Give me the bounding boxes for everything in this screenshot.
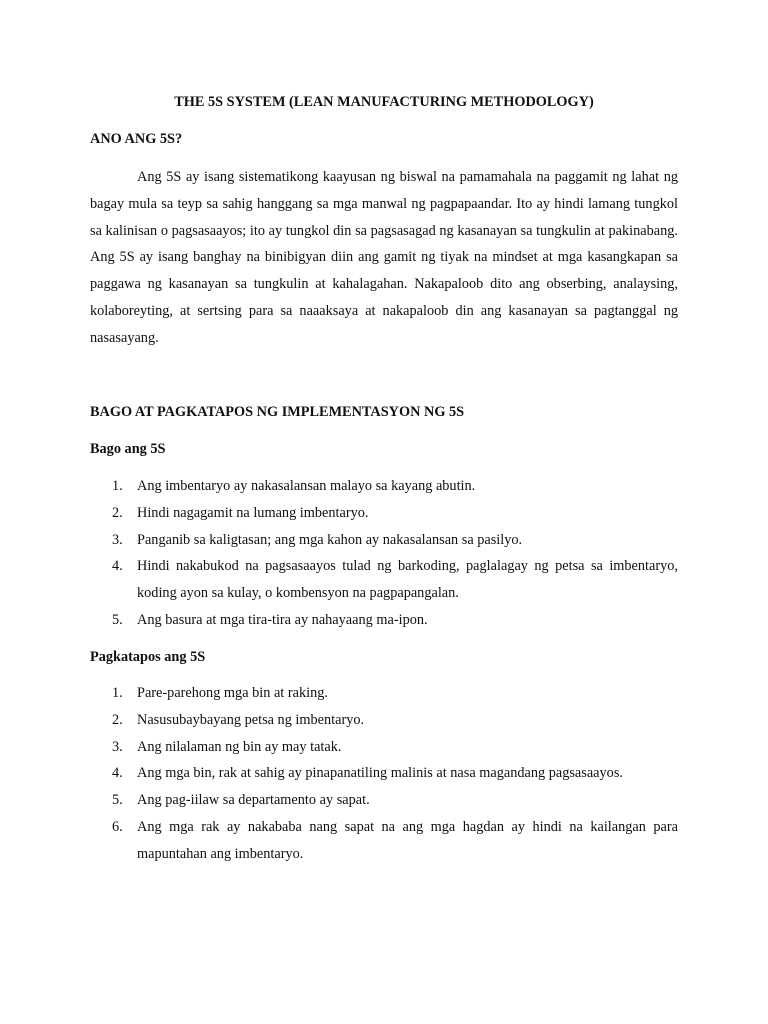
subheading-pagkatapos: Pagkatapos ang 5S	[90, 649, 206, 665]
section-heading-implementasyon: BAGO AT PAGKATAPOS NG IMPLEMENTASYON NG 5S	[90, 404, 465, 420]
list-number: 1.	[112, 685, 123, 701]
subheading-bago: Bago ang 5S	[90, 441, 166, 457]
list-number: 2.	[112, 711, 123, 728]
list-item-text: Ang mga bin, rak at sahig ay pinapanatiling malinis at nasa magandang pagsasaayos.	[137, 765, 623, 782]
list-item	[90, 527, 678, 554]
list-item-text: Panganib sa kaligtasan; ang mga kahon ay nakasalansan sa pasilyo.	[137, 531, 523, 548]
section-heading-ano-ang-5s: ANO ANG 5S?	[90, 131, 183, 147]
list-item-text: Ang pag-iilaw sa departamento ay sapat.	[137, 792, 370, 809]
after-list	[90, 680, 678, 868]
list-item	[90, 500, 678, 527]
document-title: THE 5S SYSTEM (LEAN MANUFACTURING METHODOLOGY)	[174, 94, 594, 110]
before-list	[90, 473, 678, 634]
list-item-text: Hindi nagagamit na lumang imbentaryo.	[137, 504, 369, 521]
list-item	[90, 473, 678, 500]
list-item	[90, 814, 678, 868]
list-item-text: Ang imbentaryo ay nakasalansan malayo sa kayang abutin.	[137, 478, 476, 494]
list-item	[90, 553, 678, 607]
list-number: 4.	[112, 765, 123, 782]
list-number: 3.	[112, 531, 123, 548]
list-number: 1.	[112, 478, 123, 494]
list-item-text: Hindi nakabukod na pagsasaayos tulad ng barkoding, paglalagay ng petsa sa imbentaryo, koding ayon sa kulay, o kombensyon na pagpapangalan.	[137, 558, 678, 602]
list-item-text: Ang mga rak ay nakababa nang sapat na ang mga hagdan ay hindi na kailangan para mapuntahan ang imbentaryo.	[137, 818, 678, 862]
list-number: 4.	[112, 558, 123, 575]
list-item-text: Ang nilalaman ng bin ay may tatak.	[137, 738, 342, 755]
list-number: 2.	[112, 504, 123, 521]
list-item	[90, 734, 678, 761]
list-item	[90, 680, 678, 707]
list-item-text: Nasusubaybayang petsa ng imbentaryo.	[137, 711, 365, 728]
intro-paragraph: Ang 5S ay isang sistematikong kaayusan ng biswal na pamamahala na paggamit ng lahat ng bagay mula sa teyp sa sahig hanggang sa mga manwal ng pagpapaandar. Ito ay hindi lamang tungkol sa kalinisan o pagsasaayos; ito ay tungkol din sa pagsasagad ng kasanayan sa tungkulin at pakinabang. Ang 5S ay isang banghay na binibigyan diin ang gamit ng tiyak na mindset at mga kasangkapan sa paggawa ng kasanayan sa tungkulin at kahalagahan. Nakapaloob dito ang obserbing, analaysing, kolaboreyting, at sertsing para sa naaaksaya at nakapaloob din ang kasanayan sa pagtanggal ng nasasayang.	[90, 169, 678, 346]
list-item-text: Ang basura at mga tira-tira ay nahayaang ma-ipon.	[137, 611, 428, 628]
list-item	[90, 707, 678, 734]
list-item-text: Pare-parehong mga bin at raking.	[137, 685, 328, 701]
list-number: 6.	[112, 818, 123, 835]
list-number: 5.	[112, 792, 123, 809]
list-number: 5.	[112, 611, 123, 628]
list-item	[90, 760, 678, 787]
list-number: 3.	[112, 738, 123, 755]
list-item	[90, 607, 678, 634]
list-item	[90, 787, 678, 814]
